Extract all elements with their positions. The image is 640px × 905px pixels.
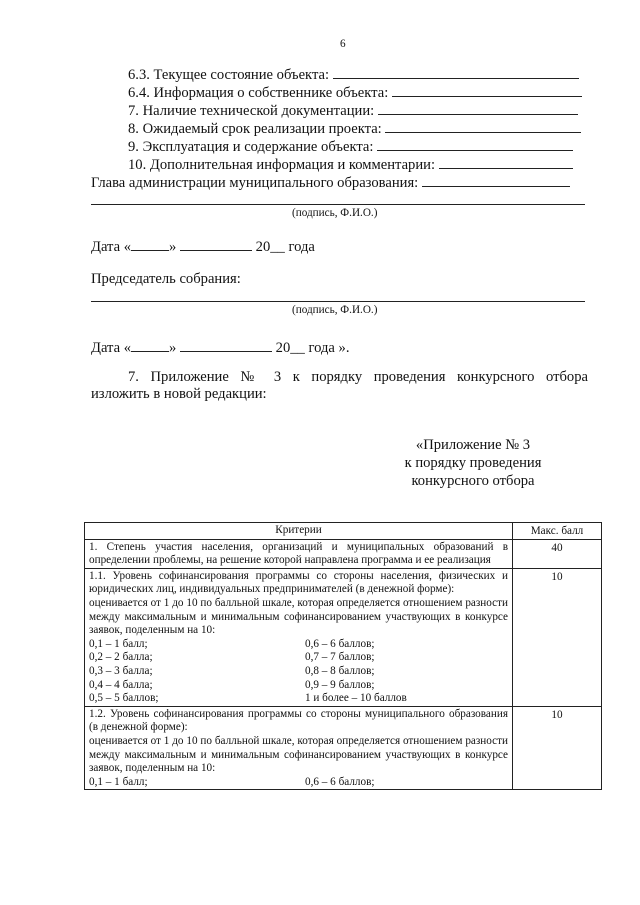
field-head-admin: Глава администрации муниципального образования: — [91, 174, 570, 192]
appendix-line2: к порядку проведения — [404, 455, 542, 471]
page-number: 6 — [340, 38, 346, 50]
scale-item: 0,1 – 1 балл; — [89, 637, 148, 650]
scale-item: 0,3 – 3 балла; — [89, 664, 153, 677]
criterion-1-1-title: 1.1. Уровень софинансирования программы со стороны населения, физических и юридических лиц, индивидуальных предпринимателей (в денежной форме): — [89, 569, 508, 596]
signature-line-1 — [91, 204, 585, 205]
header-max-score: Макс. балл — [513, 523, 602, 540]
criterion-1-1-method: оценивается от 1 до 10 по балльной шкале, которая определяется отношением разности между максимальным и минимальным софинансированием участвующих в конкурсе заявок, поделенным на 10: — [89, 596, 508, 637]
appendix-line3: конкурсного отбора — [411, 473, 535, 489]
criterion-1-2-title: 1.2. Уровень софинансирования программы со стороны муниципального образования (в денежной форме): — [89, 707, 508, 734]
item7-line1: 7. Приложение № 3 к порядку проведения конкурсного отбора — [128, 369, 588, 385]
chairman-label: Председатель собрания: — [91, 271, 241, 287]
table-row — [85, 568, 602, 706]
header-criteria: Критерии — [85, 523, 513, 540]
scale-item: 0,4 – 4 балла; — [89, 678, 153, 691]
scale-item: 0,2 – 2 балла; — [89, 651, 153, 664]
criterion-1-text: 1. Степень участия населения, организаций и муниципальных образований в определении проблемы, на решение которой направлена программа и ее реализация — [85, 539, 513, 568]
signature-hint-2: (подпись, Ф.И.О.) — [292, 304, 378, 316]
table-header-row — [85, 523, 602, 540]
scale-item: 0,9 – 9 баллов; — [305, 678, 375, 691]
scale-item: 0,6 – 6 баллов; — [305, 637, 375, 650]
scale-item: 1 и более – 10 баллов — [305, 692, 407, 705]
field-tech-docs: 7. Наличие технической документации: — [128, 102, 578, 120]
scale-item: 0,7 – 7 баллов; — [305, 651, 375, 664]
item7-line2: изложить в новой редакции: — [91, 386, 267, 402]
scale-item: 0,5 – 5 баллов; — [89, 692, 159, 705]
criterion-1-2-method: оценивается от 1 до 10 по балльной шкале, которая определяется отношением разности между максимальным и минимальным софинансированием участвующих в конкурсе заявок, поделенным на 10: — [89, 734, 508, 775]
scale-item: 0,8 – 8 баллов; — [305, 664, 375, 677]
appendix-heading — [392, 436, 554, 490]
criterion-1-2-score: 10 — [513, 706, 602, 790]
scale-item: 0,6 – 6 баллов; — [305, 775, 375, 788]
signature-hint-1: (подпись, Ф.И.О.) — [292, 207, 378, 219]
criterion-1-score: 40 — [513, 539, 602, 568]
field-additional-info: 10. Дополнительная информация и комментарии: — [128, 156, 573, 174]
date-line-1: Дата « » 20__ года — [91, 239, 315, 255]
criterion-1-1-score: 10 — [513, 568, 602, 706]
signature-line-2 — [91, 301, 585, 302]
criterion-1-1-cell — [85, 568, 513, 706]
field-project-term: 8. Ожидаемый срок реализации проекта: — [128, 120, 581, 138]
table-row — [85, 706, 602, 790]
field-current-state: 6.3. Текущее состояние объекта: — [128, 66, 579, 84]
scale-item: 0,1 – 1 балл; — [89, 775, 148, 788]
date-line-2: Дата « » 20__ года ». — [91, 340, 350, 356]
field-maintenance: 9. Эксплуатация и содержание объекта: — [128, 138, 573, 156]
table-row — [85, 539, 602, 568]
appendix-line1: «Приложение № 3 — [415, 437, 531, 453]
criterion-1-2-cell — [85, 706, 513, 790]
criteria-table — [84, 522, 602, 790]
field-owner-info: 6.4. Информация о собственнике объекта: — [128, 84, 582, 102]
